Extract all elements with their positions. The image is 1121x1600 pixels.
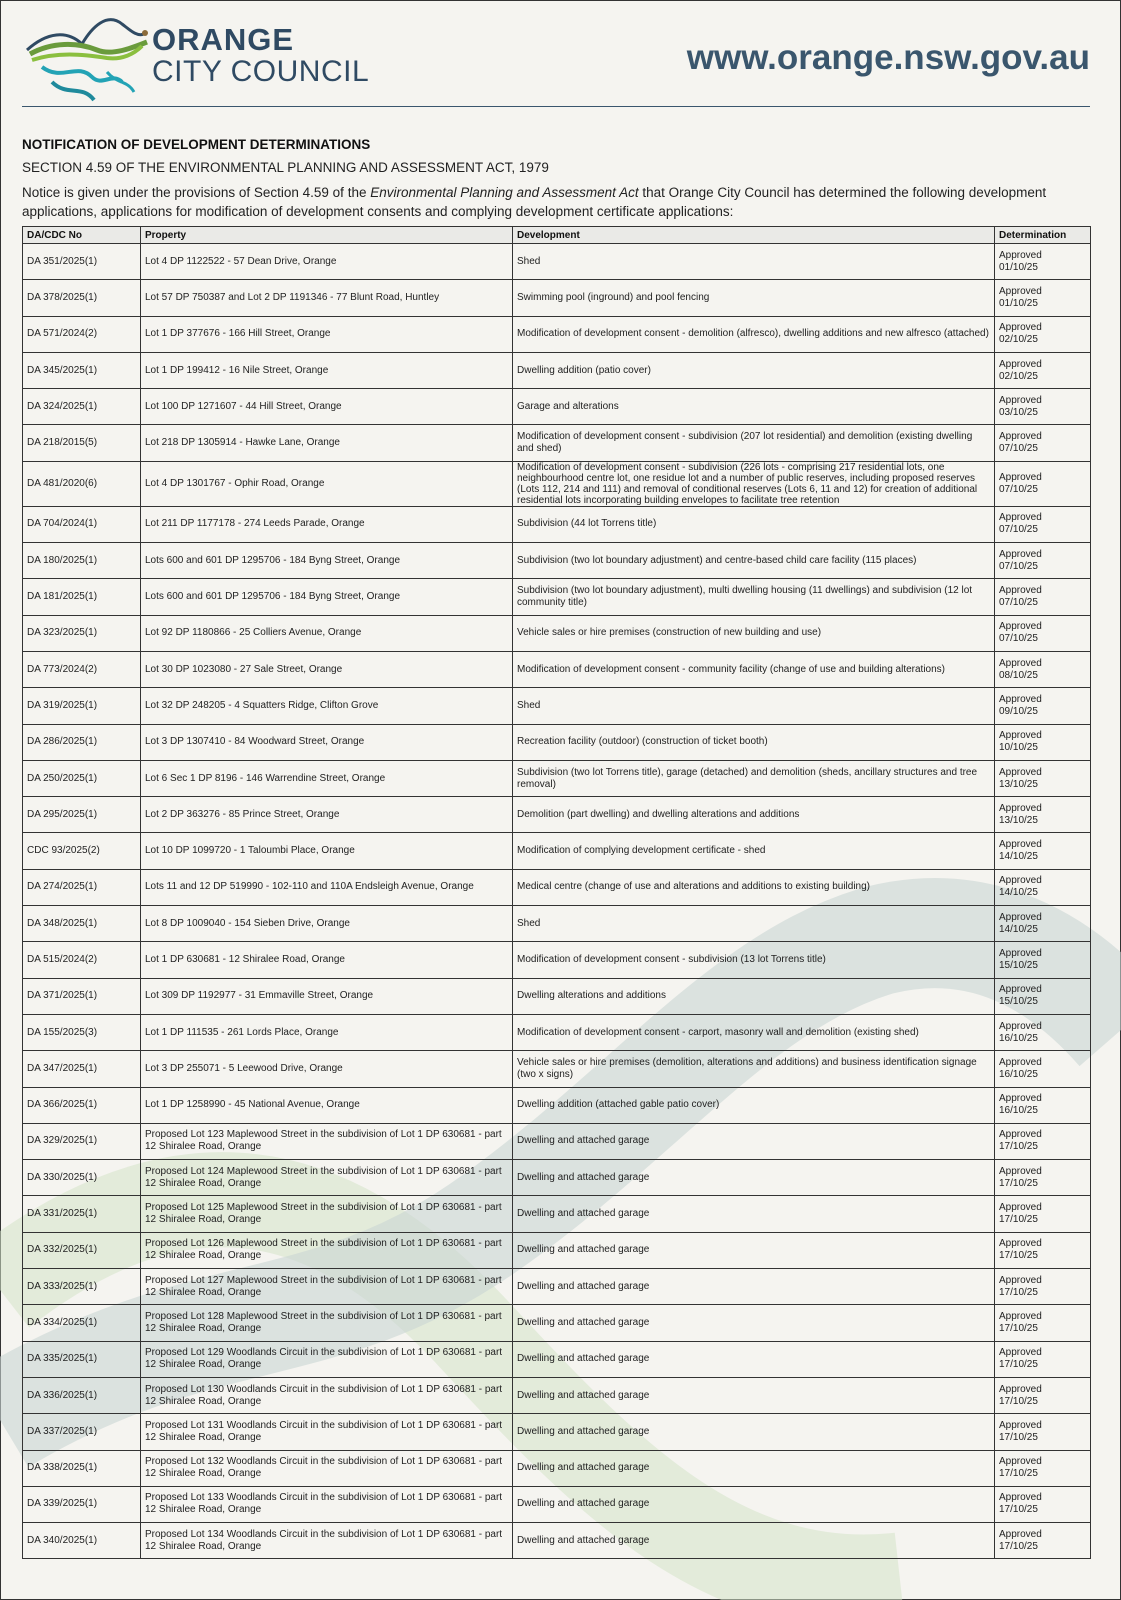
cell-determination [995,906,1091,942]
determination-status: Approved [999,766,1042,778]
table-row [23,389,1091,425]
cell-property: Lot 92 DP 1180866 - 25 Colliers Avenue, Orange [141,615,513,651]
header-divider [22,106,1090,107]
cell-da-no: DA 704/2024(1) [23,506,141,542]
cell-development: Dwelling and attached garage [513,1341,995,1377]
cell-development: Demolition (part dwelling) and dwelling alterations and additions [513,797,995,833]
column-header-determination: Determination [995,227,1091,244]
determination-status: Approved [999,875,1042,887]
determination-status: Approved [999,693,1042,705]
cell-determination [995,942,1091,978]
cell-development: Dwelling and attached garage [513,1523,995,1559]
cell-property: Lot 100 DP 1271607 - 44 Hill Street, Orange [141,389,513,425]
cell-property: Lot 1 DP 199412 - 16 Nile Street, Orange [141,352,513,388]
cell-da-no: DA 335/2025(1) [23,1341,141,1377]
cell-da-no: DA 330/2025(1) [23,1160,141,1196]
cell-da-no: DA 347/2025(1) [23,1051,141,1087]
cell-da-no: DA 481/2020(6) [23,461,141,506]
determination-status: Approved [999,394,1042,406]
council-website-link[interactable]: www.orange.nsw.gov.au [686,38,1090,77]
orange-city-council-logo [22,12,392,104]
cell-property: Lots 600 and 601 DP 1295706 - 184 Byng Street, Orange [141,579,513,615]
determination-date: 07/10/25 [999,524,1038,536]
council-emblem-icon [22,12,152,104]
cell-determination [995,1305,1091,1341]
determination-date: 07/10/25 [999,633,1038,645]
cell-development: Dwelling and attached garage [513,1486,995,1522]
cell-da-no: CDC 93/2025(2) [23,833,141,869]
determination-date: 14/10/25 [999,923,1038,935]
table-row [23,1160,1091,1196]
logo-text-city-council: CITY COUNCIL [152,55,370,88]
determination-date: 01/10/25 [999,297,1038,309]
determination-date: 02/10/25 [999,334,1038,346]
determination-date: 17/10/25 [999,1504,1038,1516]
cell-property: Lot 2 DP 363276 - 85 Prince Street, Orange [141,797,513,833]
cell-property: Lot 309 DP 1192977 - 31 Emmaville Street, Orange [141,978,513,1014]
determination-status: Approved [999,249,1042,261]
cell-property: Lot 211 DP 1177178 - 274 Leeds Parade, Orange [141,506,513,542]
cell-property: Lot 1 DP 630681 - 12 Shiralee Road, Orange [141,942,513,978]
determination-date: 17/10/25 [999,1250,1038,1262]
cell-development: Modification of complying development certificate - shed [513,833,995,869]
table-row [23,688,1091,724]
determination-status: Approved [999,431,1042,443]
determination-date: 17/10/25 [999,1141,1038,1153]
determination-status: Approved [999,1165,1042,1177]
cell-development: Dwelling alterations and additions [513,978,995,1014]
determination-date: 17/10/25 [999,1395,1038,1407]
cell-determination [995,1414,1091,1450]
cell-da-no: DA 571/2024(2) [23,316,141,352]
determination-date: 02/10/25 [999,370,1038,382]
table-row [23,425,1091,461]
cell-development: Subdivision (two lot boundary adjustment) and centre-based child care facility (115 places) [513,543,995,579]
cell-development: Modification of development consent - demolition (alfresco), dwelling additions and new alfresco (attached) [513,316,995,352]
determination-date: 17/10/25 [999,1431,1038,1443]
determination-date: 15/10/25 [999,996,1038,1008]
table-row [23,1087,1091,1123]
determination-date: 17/10/25 [999,1322,1038,1334]
column-header-development: Development [513,227,995,244]
table-row [23,833,1091,869]
determination-status: Approved [999,947,1042,959]
cell-determination [995,833,1091,869]
table-row [23,506,1091,542]
table-row [23,942,1091,978]
cell-determination [995,1196,1091,1232]
cell-da-no: DA 371/2025(1) [23,978,141,1014]
determination-status: Approved [999,1456,1042,1468]
cell-da-no: DA 378/2025(1) [23,280,141,316]
cell-property: Proposed Lot 128 Maplewood Street in the subdivision of Lot 1 DP 630681 - part 12 Shiralee Road, Orange [141,1305,513,1341]
determination-status: Approved [999,471,1042,483]
cell-da-no: DA 339/2025(1) [23,1486,141,1522]
cell-development: Dwelling and attached garage [513,1450,995,1486]
cell-development: Modification of development consent - subdivision (13 lot Torrens title) [513,942,995,978]
table-row [23,1486,1091,1522]
determination-status: Approved [999,512,1042,524]
cell-determination [995,651,1091,687]
cell-da-no: DA 218/2015(5) [23,425,141,461]
determination-date: 07/10/25 [999,483,1038,495]
determination-status: Approved [999,621,1042,633]
cell-determination [995,1232,1091,1268]
cell-property: Proposed Lot 132 Woodlands Circuit in the subdivision of Lot 1 DP 630681 - part 12 Shiralee Road, Orange [141,1450,513,1486]
cell-da-no: DA 332/2025(1) [23,1232,141,1268]
cell-property: Proposed Lot 126 Maplewood Street in the subdivision of Lot 1 DP 630681 - part 12 Shiralee Road, Orange [141,1232,513,1268]
cell-determination [995,1341,1091,1377]
cell-determination [995,1486,1091,1522]
determination-date: 15/10/25 [999,959,1038,971]
determination-date: 17/10/25 [999,1177,1038,1189]
cell-development: Shed [513,906,995,942]
cell-da-no: DA 338/2025(1) [23,1450,141,1486]
determination-status: Approved [999,657,1042,669]
cell-development: Dwelling and attached garage [513,1232,995,1268]
cell-determination [995,760,1091,796]
determination-date: 03/10/25 [999,406,1038,418]
intro-text-after: that Orange City Council has determined the following development applications, applications for modification of development consents and complying development certificate applications: [22,185,1047,219]
cell-da-no: DA 333/2025(1) [23,1269,141,1305]
cell-da-no: DA 340/2025(1) [23,1523,141,1559]
logo-text-orange: ORANGE [152,22,295,57]
table-row [23,244,1091,280]
table-row [23,615,1091,651]
cell-da-no: DA 515/2024(2) [23,942,141,978]
table-row [23,1123,1091,1159]
determination-status: Approved [999,1202,1042,1214]
notice-title: NOTIFICATION OF DEVELOPMENT DETERMINATIONS [22,137,371,152]
cell-determination [995,425,1091,461]
determination-status: Approved [999,585,1042,597]
table-row [23,1232,1091,1268]
cell-development: Dwelling and attached garage [513,1196,995,1232]
cell-da-no: DA 329/2025(1) [23,1123,141,1159]
table-row [23,280,1091,316]
determination-date: 16/10/25 [999,1032,1038,1044]
cell-determination [995,1450,1091,1486]
cell-development: Dwelling and attached garage [513,1414,995,1450]
cell-determination [995,1014,1091,1050]
cell-property: Lot 4 DP 1122522 - 57 Dean Drive, Orange [141,244,513,280]
cell-determination [995,615,1091,651]
cell-determination [995,797,1091,833]
cell-property: Lot 30 DP 1023080 - 27 Sale Street, Orange [141,651,513,687]
cell-property: Lot 6 Sec 1 DP 8196 - 146 Warrendine Street, Orange [141,760,513,796]
table-row [23,797,1091,833]
cell-determination [995,352,1091,388]
cell-da-no: DA 323/2025(1) [23,615,141,651]
determination-date: 13/10/25 [999,778,1038,790]
cell-development: Dwelling and attached garage [513,1269,995,1305]
cell-da-no: DA 334/2025(1) [23,1305,141,1341]
table-row [23,760,1091,796]
cell-development: Dwelling and attached garage [513,1377,995,1413]
determination-status: Approved [999,730,1042,742]
cell-property: Lot 8 DP 1009040 - 154 Sieben Drive, Orange [141,906,513,942]
cell-determination [995,1269,1091,1305]
determination-date: 17/10/25 [999,1214,1038,1226]
cell-determination [995,1160,1091,1196]
table-row [23,1269,1091,1305]
determination-status: Approved [999,358,1042,370]
cell-da-no: DA 351/2025(1) [23,244,141,280]
cell-da-no: DA 345/2025(1) [23,352,141,388]
cell-property: Lot 218 DP 1305914 - Hawke Lane, Orange [141,425,513,461]
cell-property: Lot 4 DP 1301767 - Ophir Road, Orange [141,461,513,506]
table-row [23,316,1091,352]
cell-development: Garage and alterations [513,389,995,425]
determination-status: Approved [999,802,1042,814]
cell-development: Dwelling and attached garage [513,1123,995,1159]
cell-development: Medical centre (change of use and alterations and additions to existing building) [513,869,995,905]
table-row [23,543,1091,579]
table-row [23,1414,1091,1450]
table-row [23,1341,1091,1377]
cell-determination [995,1523,1091,1559]
cell-determination [995,1051,1091,1087]
cell-da-no: DA 155/2025(3) [23,1014,141,1050]
cell-development: Modification of development consent - carport, masonry wall and demolition (existing shed) [513,1014,995,1050]
cell-determination [995,978,1091,1014]
cell-da-no: DA 250/2025(1) [23,760,141,796]
determination-date: 16/10/25 [999,1068,1038,1080]
cell-property: Lot 32 DP 248205 - 4 Squatters Ridge, Clifton Grove [141,688,513,724]
table-row [23,1305,1091,1341]
determination-status: Approved [999,322,1042,334]
cell-determination [995,688,1091,724]
column-header-da-no: DA/CDC No [23,227,141,244]
determination-status: Approved [999,1383,1042,1395]
cell-da-no: DA 324/2025(1) [23,389,141,425]
page-header [22,12,1090,107]
cell-da-no: DA 181/2025(1) [23,579,141,615]
cell-development: Swimming pool (inground) and pool fencing [513,280,995,316]
cell-determination [995,506,1091,542]
determination-status: Approved [999,1093,1042,1105]
cell-da-no: DA 286/2025(1) [23,724,141,760]
cell-property: Proposed Lot 133 Woodlands Circuit in the subdivision of Lot 1 DP 630681 - part 12 Shiralee Road, Orange [141,1486,513,1522]
determination-status: Approved [999,1020,1042,1032]
cell-property: Lots 600 and 601 DP 1295706 - 184 Byng Street, Orange [141,543,513,579]
determination-status: Approved [999,1419,1042,1431]
cell-property: Proposed Lot 125 Maplewood Street in the subdivision of Lot 1 DP 630681 - part 12 Shiralee Road, Orange [141,1196,513,1232]
cell-property: Proposed Lot 127 Maplewood Street in the subdivision of Lot 1 DP 630681 - part 12 Shiralee Road, Orange [141,1269,513,1305]
cell-development: Shed [513,244,995,280]
cell-determination [995,316,1091,352]
cell-development: Subdivision (44 lot Torrens title) [513,506,995,542]
cell-development: Dwelling addition (attached gable patio cover) [513,1087,995,1123]
cell-determination [995,1123,1091,1159]
cell-property: Proposed Lot 134 Woodlands Circuit in the subdivision of Lot 1 DP 630681 - part 12 Shiralee Road, Orange [141,1523,513,1559]
determination-date: 17/10/25 [999,1359,1038,1371]
table-row [23,1051,1091,1087]
table-row [23,1196,1091,1232]
cell-development: Shed [513,688,995,724]
determination-date: 07/10/25 [999,597,1038,609]
cell-determination [995,1087,1091,1123]
determination-date: 08/10/25 [999,669,1038,681]
cell-determination [995,389,1091,425]
cell-property: Lots 11 and 12 DP 519990 - 102-110 and 110A Endsleigh Avenue, Orange [141,869,513,905]
cell-property: Lot 1 DP 1258990 - 45 National Avenue, Orange [141,1087,513,1123]
table-row [23,1450,1091,1486]
determination-status: Approved [999,1274,1042,1286]
determinations-table [22,226,1091,1559]
cell-property: Proposed Lot 130 Woodlands Circuit in the subdivision of Lot 1 DP 630681 - part 12 Shiralee Road, Orange [141,1377,513,1413]
determination-date: 13/10/25 [999,814,1038,826]
cell-development: Vehicle sales or hire premises (construction of new building and use) [513,615,995,651]
cell-property: Proposed Lot 131 Woodlands Circuit in the subdivision of Lot 1 DP 630681 - part 12 Shiralee Road, Orange [141,1414,513,1450]
cell-da-no: DA 295/2025(1) [23,797,141,833]
cell-property: Lot 1 DP 377676 - 166 Hill Street, Orange [141,316,513,352]
cell-property: Proposed Lot 123 Maplewood Street in the subdivision of Lot 1 DP 630681 - part 12 Shiralee Road, Orange [141,1123,513,1159]
table-row [23,1377,1091,1413]
cell-da-no: DA 366/2025(1) [23,1087,141,1123]
cell-development: Vehicle sales or hire premises (demolition, alterations and additions) and business identification signage (two x signs) [513,1051,995,1087]
determination-date: 07/10/25 [999,560,1038,572]
table-header-row [23,227,1091,244]
cell-property: Lot 1 DP 111535 - 261 Lords Place, Orange [141,1014,513,1050]
determination-status: Approved [999,911,1042,923]
determination-status: Approved [999,548,1042,560]
cell-da-no: DA 337/2025(1) [23,1414,141,1450]
cell-development: Modification of development consent - subdivision (226 lots - comprising 217 residential lots, one neighbourhood centre lot, one residue lot and a number of public reserves, including proposed reserves (Lots 112, 214 and 111) and removal of conditional reserves (Lots 6, 11 and 12) for creation of additional residential lots incorporating building envelopes to facilitate tree retention [513,461,995,506]
table-row [23,869,1091,905]
intro-act-name: Environmental Planning and Assessment Act [370,185,639,200]
cell-determination [995,461,1091,506]
cell-da-no: DA 348/2025(1) [23,906,141,942]
table-row [23,579,1091,615]
determination-status: Approved [999,1528,1042,1540]
cell-da-no: DA 331/2025(1) [23,1196,141,1232]
cell-da-no: DA 180/2025(1) [23,543,141,579]
determination-date: 16/10/25 [999,1105,1038,1117]
table-row [23,651,1091,687]
cell-development: Dwelling addition (patio cover) [513,352,995,388]
cell-development: Modification of development consent - subdivision (207 lot residential) and demolition (existing dwelling and shed) [513,425,995,461]
determination-status: Approved [999,1347,1042,1359]
cell-da-no: DA 336/2025(1) [23,1377,141,1413]
table-row [23,461,1091,506]
determination-status: Approved [999,1129,1042,1141]
determination-date: 17/10/25 [999,1540,1038,1552]
table-row [23,1523,1091,1559]
table-row [23,724,1091,760]
cell-da-no: DA 274/2025(1) [23,869,141,905]
cell-property: Lot 10 DP 1099720 - 1 Taloumbi Place, Orange [141,833,513,869]
cell-determination [995,579,1091,615]
table-row [23,906,1091,942]
determination-date: 10/10/25 [999,742,1038,754]
determination-status: Approved [999,285,1042,297]
determination-date: 14/10/25 [999,851,1038,863]
table-row [23,978,1091,1014]
determination-date: 01/10/25 [999,261,1038,273]
table-row [23,1014,1091,1050]
determination-date: 17/10/25 [999,1468,1038,1480]
cell-determination [995,244,1091,280]
cell-development: Dwelling and attached garage [513,1305,995,1341]
notice-intro-paragraph [22,183,1092,221]
determination-date: 09/10/25 [999,705,1038,717]
notice-section-heading: SECTION 4.59 OF THE ENVIRONMENTAL PLANNING AND ASSESSMENT ACT, 1979 [22,160,549,175]
determination-status: Approved [999,839,1042,851]
determination-date: 14/10/25 [999,887,1038,899]
cell-determination [995,280,1091,316]
cell-da-no: DA 773/2024(2) [23,651,141,687]
cell-determination [995,1377,1091,1413]
cell-property: Lot 3 DP 1307410 - 84 Woodward Street, Orange [141,724,513,760]
cell-development: Dwelling and attached garage [513,1160,995,1196]
determination-status: Approved [999,984,1042,996]
cell-property: Lot 3 DP 255071 - 5 Leewood Drive, Orange [141,1051,513,1087]
determination-status: Approved [999,1310,1042,1322]
cell-property: Proposed Lot 129 Woodlands Circuit in the subdivision of Lot 1 DP 630681 - part 12 Shiralee Road, Orange [141,1341,513,1377]
determination-date: 07/10/25 [999,443,1038,455]
cell-determination [995,724,1091,760]
cell-development: Subdivision (two lot Torrens title), garage (detached) and demolition (sheds, ancillary structures and tree removal) [513,760,995,796]
cell-determination [995,869,1091,905]
column-header-property: Property [141,227,513,244]
cell-property: Proposed Lot 124 Maplewood Street in the subdivision of Lot 1 DP 630681 - part 12 Shiralee Road, Orange [141,1160,513,1196]
intro-text-before: Notice is given under the provisions of Section 4.59 of the [22,185,371,200]
determination-status: Approved [999,1056,1042,1068]
cell-development: Modification of development consent - community facility (change of use and building alterations) [513,651,995,687]
cell-development: Recreation facility (outdoor) (construction of ticket booth) [513,724,995,760]
determination-date: 17/10/25 [999,1286,1038,1298]
determination-status: Approved [999,1492,1042,1504]
cell-property: Lot 57 DP 750387 and Lot 2 DP 1191346 - 77 Blunt Road, Huntley [141,280,513,316]
cell-development: Subdivision (two lot boundary adjustment), multi dwelling housing (11 dwellings) and subdivision (12 lot community title) [513,579,995,615]
determination-status: Approved [999,1238,1042,1250]
cell-determination [995,543,1091,579]
cell-da-no: DA 319/2025(1) [23,688,141,724]
table-row [23,352,1091,388]
